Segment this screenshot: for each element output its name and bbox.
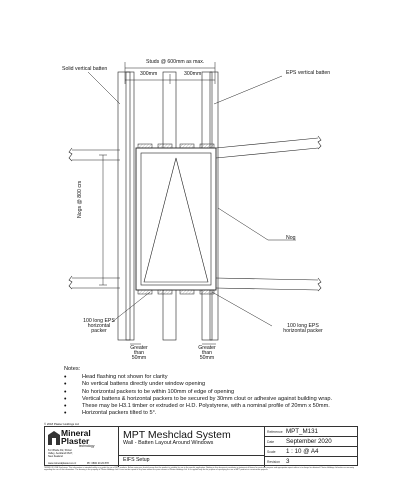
logo-block xyxy=(45,427,119,467)
dimension-right-label: 300mm xyxy=(184,71,202,77)
reference-label: Reference xyxy=(267,429,283,434)
eps-batten-label: EPS vertical batten xyxy=(286,70,331,76)
drawing-subtitle: Wall - Batten Layout Around Windows xyxy=(123,440,214,446)
studs-spacing-label: Studs @ 600mm as max. xyxy=(146,59,205,65)
packer-left-label: 100 long EPS horizontal packer xyxy=(83,318,115,335)
solid-batten-label: Solid vertical batten xyxy=(62,66,108,72)
scale-value: 1 : 10 @ A4 xyxy=(286,448,319,456)
note-item: • No horizontal packers to be within 100mm of edge of opening xyxy=(64,389,332,396)
disclaimer-text: TERMS OF USE Disclaimer: This information is intended solely as a guide for use of MPT products. Before using you should ensure that the product is suitable for use in the specific application. Nothing in this document constitutes a statement of fitness for particular purpose and appropriate expert advice is to always be obtained. Plaster Holdings Ltd makes no warranty regarding the use of this information. The drawing is the property of Plaster Holdings Ltd. It must not be copied in any form without the prior consent of Plaster Holdings Ltd. It is supplied only for the purpose of specifying the use of MPT products in construction projects. xyxy=(44,467,355,472)
drawing-title: MPT Meshclad System xyxy=(123,429,231,441)
note-item: • No vertical battens directly under window opening xyxy=(64,381,332,388)
stud-left xyxy=(118,72,134,340)
note-item: • Vertical battens & horizontal packers to be secured by 30mm clout or adhesive against building wrap. xyxy=(64,396,332,403)
notes-heading: Notes: xyxy=(64,366,81,372)
title-column xyxy=(119,427,265,467)
copyright-text: © 2018 Plaster Holdings Ltd xyxy=(44,422,79,426)
drawing-section: EIFS Setup xyxy=(123,457,150,463)
logo-subtext: technology xyxy=(79,444,95,448)
info-column xyxy=(265,427,358,467)
nogs-spacing-label: Nogs @ 800 crs xyxy=(77,180,83,218)
notes-list xyxy=(64,374,332,418)
note-item: • Horizontal packers tilted to 5°. xyxy=(64,410,332,417)
greater-right-label: Greater than 50mm xyxy=(198,345,216,362)
window-frame xyxy=(136,148,216,290)
note-item-continued: • These may be H3.1 timber or extruded or H.D. Polystyrene, with a nominal profile of 20mm x 50mm. xyxy=(64,403,332,410)
note-item: • Head flashing not shown for clarity xyxy=(64,374,332,381)
date-value: September 2020 xyxy=(286,438,332,446)
revision-label: Revision xyxy=(267,459,281,464)
revision-value: 3 xyxy=(286,458,290,466)
company-address: 61 Offside Rd, Shiraz Valley, Auckland 0627, New Zealand xyxy=(48,449,73,458)
dimension-left-label: 300mm xyxy=(140,71,158,77)
nog-label: Nog xyxy=(286,235,296,241)
scale-label: Scale xyxy=(267,449,276,454)
greater-left-label: Greater than 50mm xyxy=(130,345,148,362)
reference-value: MPT_M131 xyxy=(286,428,318,436)
company-website: www.mineralplaster.co.nz xyxy=(48,462,77,465)
mineral-plaster-logo-icon xyxy=(48,431,60,445)
date-label: Date xyxy=(267,439,275,444)
company-phone: Ph: 0800 20 20 878 xyxy=(87,462,109,465)
packer-right-label: 100 long EPS horizontal packer xyxy=(283,323,323,335)
title-block xyxy=(44,426,358,466)
logo-text: Mineral Plaster xyxy=(61,428,91,446)
